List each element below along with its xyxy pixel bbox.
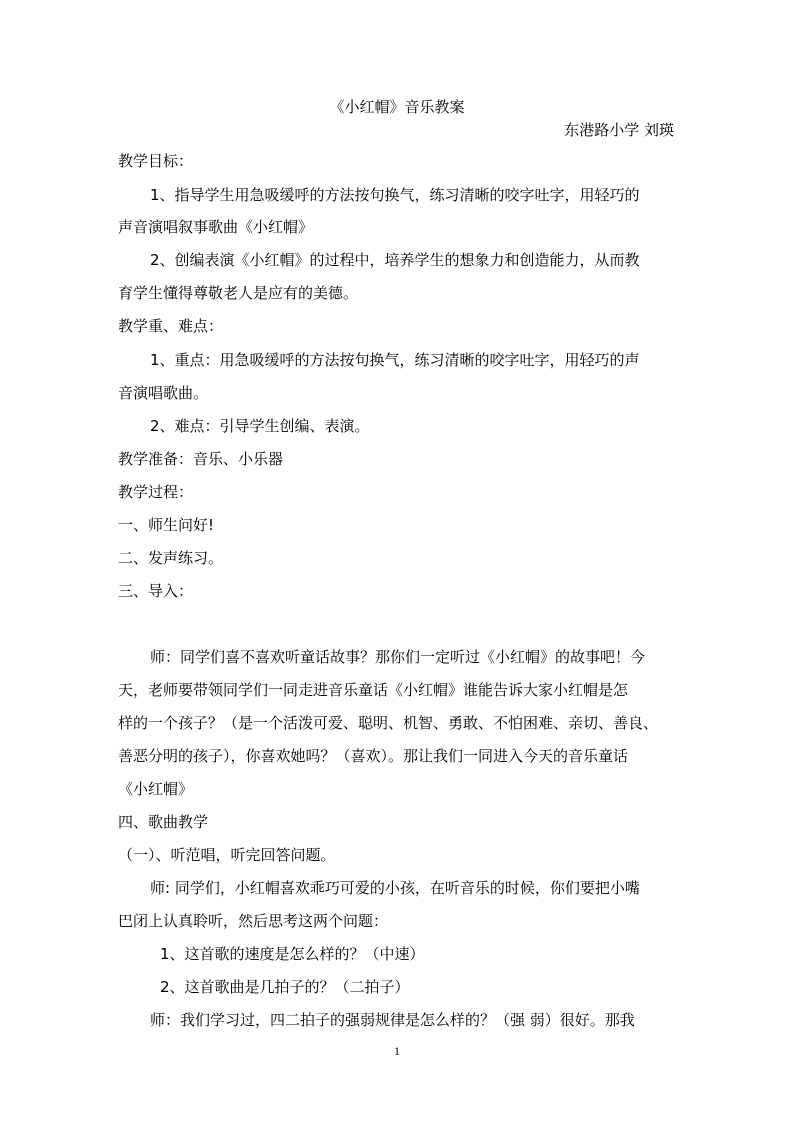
text-line: 1、重点：用急吸缓呼的方法按句换气，练习清晰的咬字吐字，用轻巧的声 [150, 351, 640, 369]
text-line: 教学重、难点： [118, 317, 224, 335]
text-line: 育学生懂得尊敬老人是应有的美德。 [118, 284, 359, 302]
text-line: 1、指导学生用急吸缓呼的方法按句换气，练习清晰的咬字吐字，用轻巧的 [150, 186, 640, 204]
text-line: 音演唱歌曲。 [118, 384, 209, 402]
text-line: 天，老师要带领同学们一同走进音乐童话《小红帽》谁能告诉大家小红帽是怎 [118, 681, 629, 699]
text-line: 一、师生问好! [118, 516, 215, 534]
text-line: 师：同学们喜不喜欢听童话故事？那你们一定听过《小红帽》的故事吧！今 [150, 648, 646, 666]
text-line: 三、导入： [118, 582, 194, 600]
text-line: 师: 同学们，小红帽喜欢乖巧可爱的小孩，在听音乐的时候，你们要把小嘴 [150, 879, 640, 897]
page-number: 1 [394, 1044, 400, 1058]
text-line: 巴闭上认真聆听，然后思考这两个问题： [118, 912, 389, 930]
text-line: 2、难点：引导学生创编、表演。 [150, 417, 370, 435]
text-line: 四、歌曲教学 [118, 813, 209, 831]
text-line: 教学过程： [118, 483, 194, 501]
author-line: 东港路小学 刘瑛 [564, 121, 674, 139]
text-line: 善恶分明的孩子），你喜欢她吗？（喜欢）。那让我们一同进入今天的音乐童话 [118, 747, 629, 765]
text-line: 2、创编表演《小红帽》的过程中，培养学生的想象力和创造能力，从而教 [150, 251, 640, 269]
text-line: （一）、听范唱，听完回答问题。 [118, 846, 336, 864]
text-line: 教学准备：音乐、小乐器 [118, 450, 284, 468]
text-line: 师：我们学习过，四二拍子的强弱规律是怎么样的？（强 弱）很好。那我 [150, 1011, 635, 1029]
text-line: 二、发声练习。 [118, 549, 224, 567]
text-line: 1、这首歌的速度是怎么样的？（中速） [160, 945, 425, 963]
document-title: 《小红帽》音乐教案 [329, 98, 465, 116]
text-line: 2、这首歌曲是几拍子的？（二拍子） [160, 978, 410, 996]
text-line: 样的一个孩子？（是一个活泼可爱、聪明、机智、勇敢、不怕困难、亲切、善良、 [118, 714, 659, 732]
text-line: 教学目标： [118, 152, 194, 170]
text-line: 《小红帽》 [118, 780, 194, 798]
text-line: 声音演唱叙事歌曲《小红帽》 [118, 218, 314, 236]
